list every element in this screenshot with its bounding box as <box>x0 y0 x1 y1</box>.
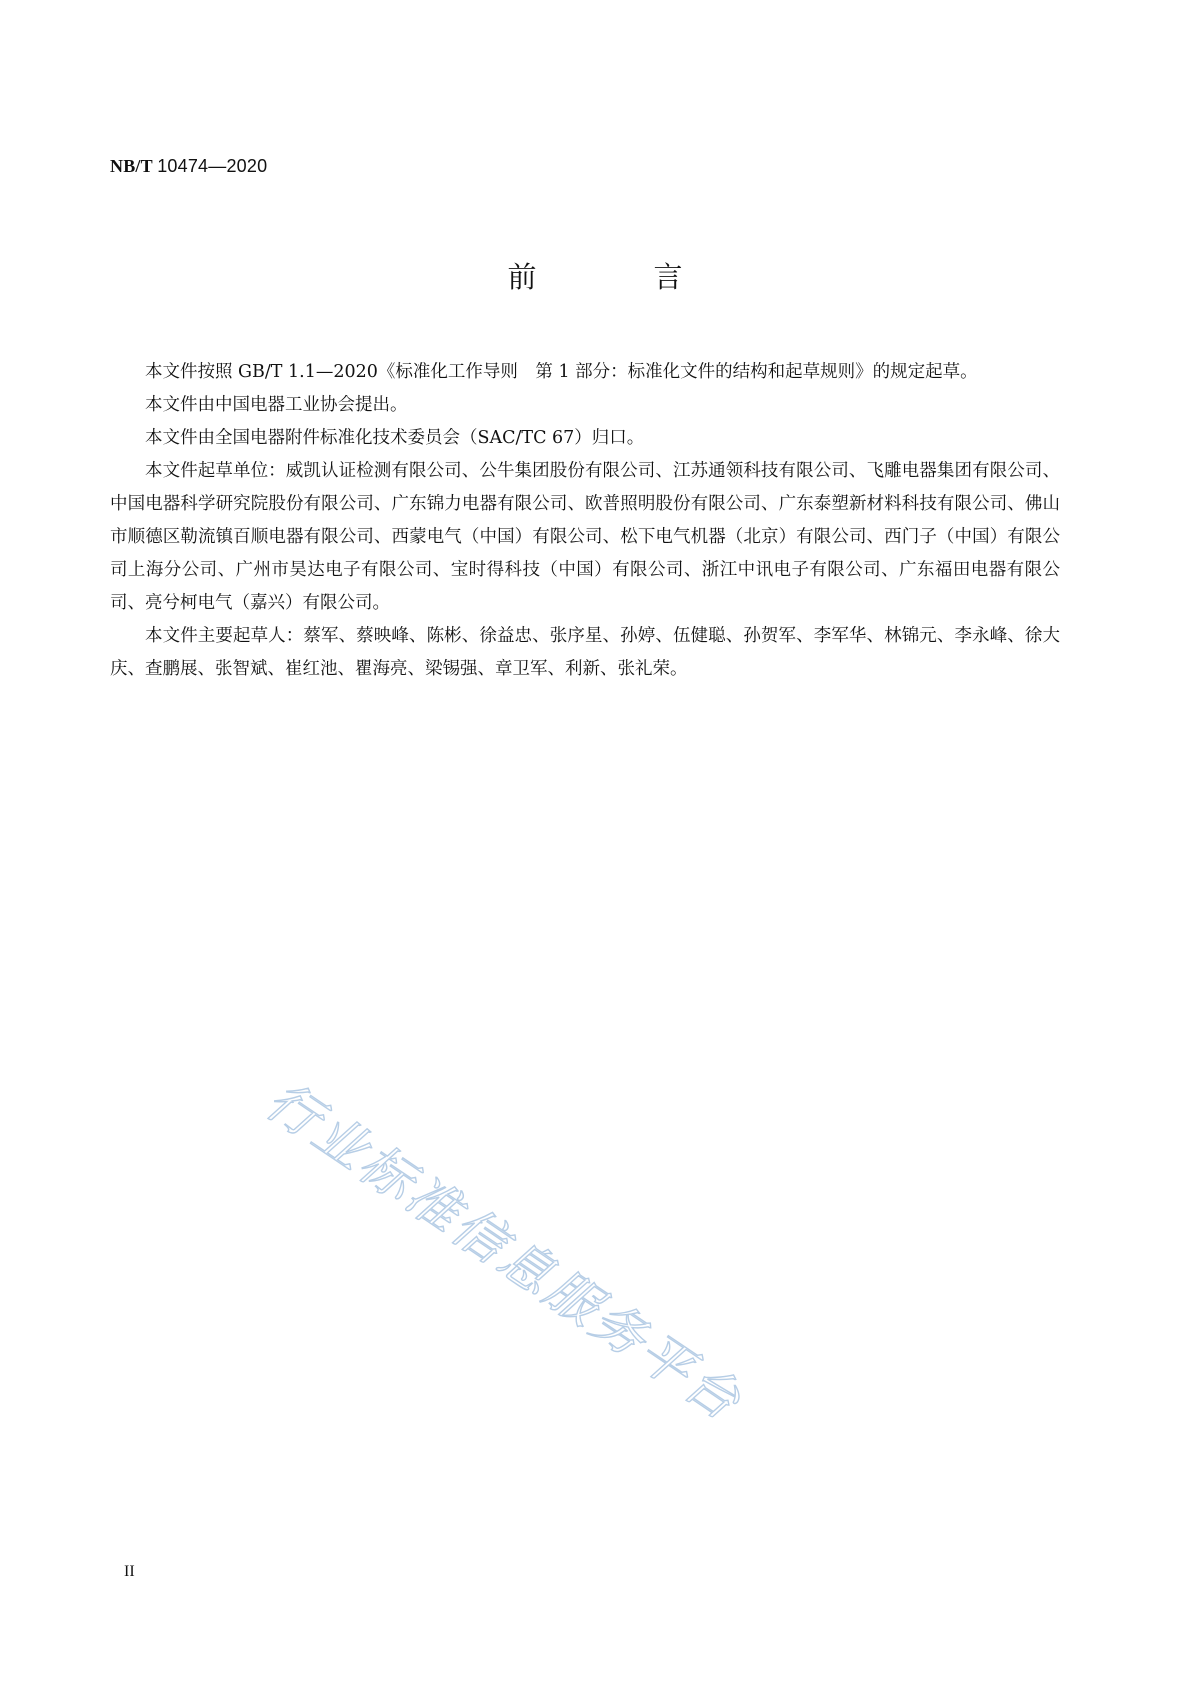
standard-number: 10474—2020 <box>157 156 268 176</box>
paragraph-drafters: 本文件主要起草人：蔡军、蔡映峰、陈彬、徐益忠、张序星、孙婷、伍健聪、孙贺军、李军华、林锦元、李永峰、徐大庆、查鹏展、张智斌、崔红池、瞿海亮、梁锡强、章卫军、利新、张礼荣。 <box>110 626 1060 679</box>
page-title: 前 言 <box>507 260 727 294</box>
paragraph-proposer: 本文件由中国电器工业协会提出。 <box>145 395 408 415</box>
page-number: II <box>124 1563 135 1580</box>
foreword-body <box>110 356 1060 686</box>
standard-code <box>110 156 267 177</box>
paragraph-committee: 本文件由全国电器附件标准化技术委员会（SAC/TC 67）归口。 <box>145 428 645 448</box>
paragraph-drafting-basis: 本文件按照 GB/T 1.1—2020《标准化工作导则 第 1 部分：标准化文件的结构和起草规则》的规定起草。 <box>145 362 978 382</box>
watermark: 行业标准信息服务平台 <box>255 1070 754 1434</box>
standard-prefix: NB/T <box>110 156 153 176</box>
paragraph-drafting-units: 本文件起草单位：威凯认证检测有限公司、公牛集团股份有限公司、江苏通领科技有限公司、飞雕电器集团有限公司、中国电器科学研究院股份有限公司、广东锦力电器有限公司、欧普照明股份有限公司、广东泰塑新材料科技有限公司、佛山市顺德区勒流镇百顺电器有限公司、西蒙电气（中国）有限公司、松下电气机器（北京）有限公司、西门子（中国）有限公司上海分公司、广州市昊达电子有限公司、宝时得科技（中国）有限公司、浙江中讯电子有限公司、广东福田电器有限公司、亮兮柯电气（嘉兴）有限公司。 <box>110 461 1060 613</box>
